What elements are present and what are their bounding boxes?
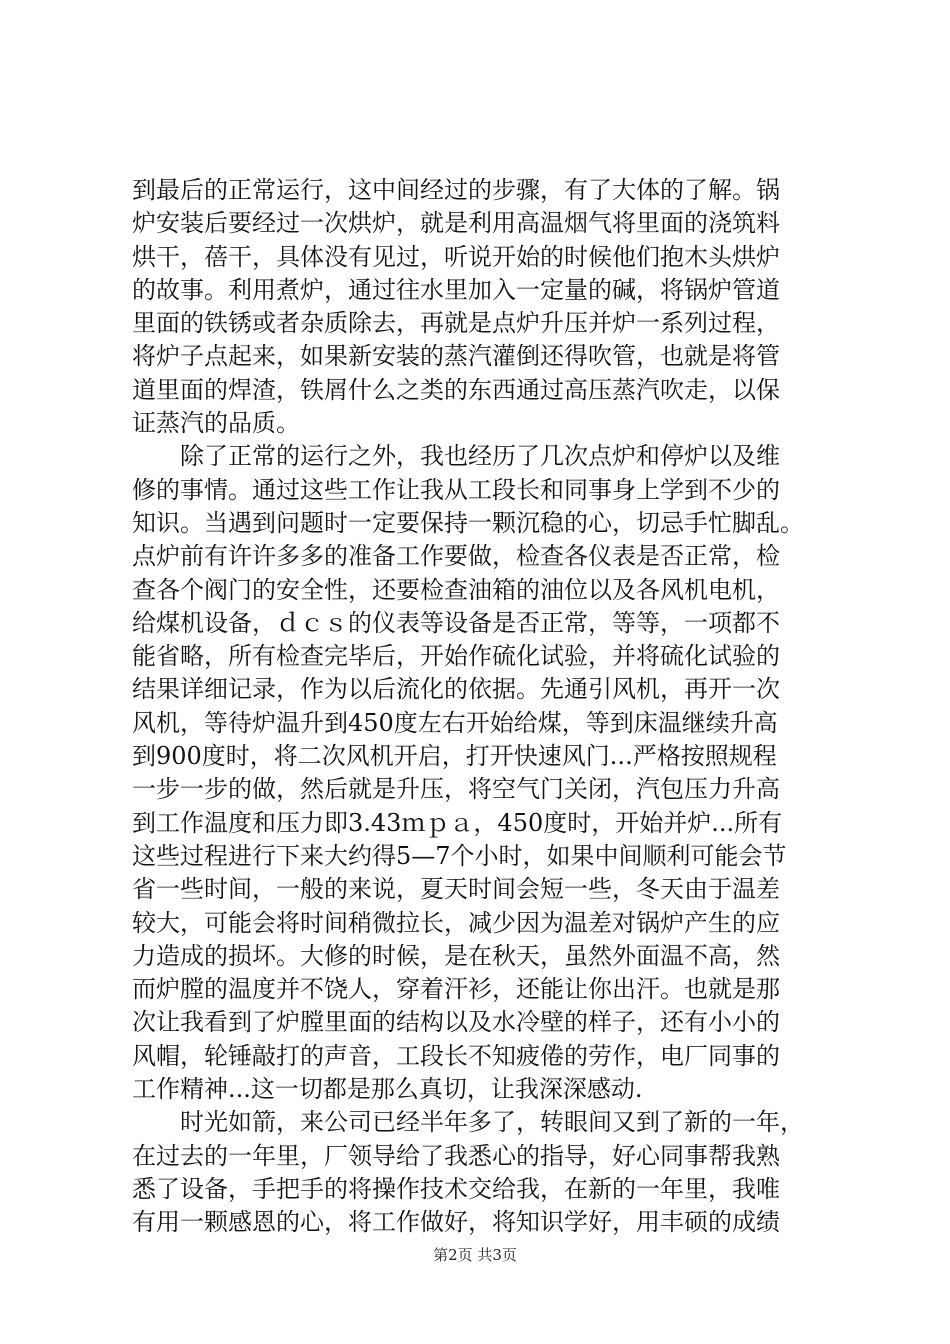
text-line: 次让我看到了炉膛里面的结构以及水冷壁的样子，还有小小的 [132,1008,780,1037]
text-line: 工作精神...这一切都是那么真切，让我深深感动. [132,1075,643,1104]
text-line: 除了正常的运行之外，我也经历了几次点炉和停炉以及维 [132,442,780,471]
text-line: 时光如箭，来公司已经半年多了，转眼间又到了新的一年， [132,1108,804,1137]
text-line: 的故事。利用煮炉，通过往水里加入一定量的碱，将锅炉管道 [132,275,780,304]
text-line: 到900度时，将二次风机开启，打开快速风门...严格按照规程 [132,742,777,771]
text-line: 里面的铁锈或者杂质除去，再就是点炉升压并炉一系列过程， [132,309,780,338]
text-line: 到工作温度和压力即3.43ｍｐａ，450度时，开始并炉...所有 [132,808,783,837]
text-line: 道里面的焊渣，铁屑什么之类的东西通过高压蒸汽吹走，以保 [132,375,780,404]
text-line: 一步一步的做，然后就是升压，将空气门关闭，汽包压力升高 [132,775,780,804]
text-line: 在过去的一年里，厂领导给了我悉心的指导，好心同事帮我熟 [132,1141,780,1170]
text-line: 风机，等待炉温升到450度左右开始给煤，等到床温继续升高 [132,708,778,737]
text-line: 修的事情。通过这些工作让我从工段长和同事身上学到不少的 [132,475,780,504]
text-line: 到最后的正常运行，这中间经过的步骤，有了大体的了解。锅 [132,176,780,204]
text-line: 悉了设备，手把手的将操作技术交给我，在新的一年里，我唯 [132,1174,780,1203]
text-line: 烘干，蓓干，具体没有见过，听说开始的时候他们抱木头烘炉 [132,242,780,271]
text-line: 省一些时间，一般的来说，夏天时间会短一些，冬天由于温差 [132,875,780,904]
text-line: 较大，可能会将时间稍微拉长，减少因为温差对锅炉产生的应 [132,908,780,937]
text-line: 风帽，轮锤敲打的声音，工段长不知疲倦的劳作，电厂同事的 [132,1041,780,1070]
text-line: 点炉前有许许多多的准备工作要做，检查各仪表是否正常，检 [132,542,780,571]
text-line: 给煤机设备，ｄｃｓ的仪表等设备是否正常，等等，一项都不 [132,608,780,637]
text-line: 有用一颗感恩的心，将工作做好，将知识学好，用丰硕的成绩 [132,1208,780,1237]
text-line: 而炉膛的温度并不饶人，穿着汗衫，还能让你出汗。也就是那 [132,975,780,1004]
text-line: 查各个阀门的安全性，还要检查油箱的油位以及各风机电机， [132,575,780,604]
text-line: 知识。当遇到问题时一定要保持一颗沉稳的心，切忌手忙脚乱。 [132,508,804,537]
text-line: 证蒸汽的品质。 [132,409,300,438]
text-line: 这些过程进行下来大约得5—7个小时，如果中间顺利可能会节 [132,841,787,870]
page-number-footer: 第2页 共3页 [433,1246,517,1264]
text-line: 结果详细记录，作为以后流化的依据。先通引风机，再开一次 [132,675,780,704]
text-line: 将炉子点起来，如果新安装的蒸汽灌倒还得吹管，也就是将管 [132,342,780,371]
body-text [132,174,832,1240]
text-line: 炉安装后要经过一次烘炉，就是利用高温烟气将里面的浇筑料 [132,209,780,238]
text-line: 能省略，所有检查完毕后，开始作硫化试验，并将硫化试验的 [132,642,780,671]
text-line: 力造成的损坏。大修的时候，是在秋天，虽然外面温不高，然 [132,941,780,970]
